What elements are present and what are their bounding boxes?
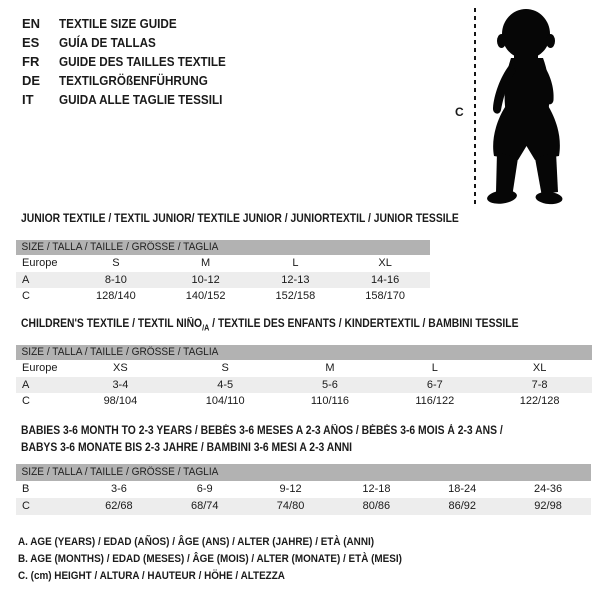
babies-table-title: BABIES 3-6 MONTH TO 2-3 YEARS / BEBÉS 3-6 MESES A 2-3 AÑOS / BÉBÉS 3-6 MOIS À 2-3 ANS / BABYS 3-6 MONATE BIS 2-3 JAHRE / BAMBINI 3-6 MESI A 2-3 ANNI [21,425,503,454]
table-row [16,360,592,377]
height-measure-label: C [455,105,464,119]
footnote-a: A. AGE (YEARS) / EDAD (AÑOS) / ÂGE (ANS) / ALTER (JAHRE) / ETÀ (ANNI) [18,536,375,548]
cell: XL [532,362,547,374]
cell: 152/158 [275,290,316,302]
size-header-bar [16,240,430,255]
cell: 3-6 [110,483,127,495]
cell: 110/116 [310,395,350,407]
row-label: A [16,272,71,288]
size-header-label: SIZE / TALLA / TAILLE / GRÖSSE / TAGLIA [21,466,219,478]
cell: 12-18 [362,483,391,495]
children-size-table [16,345,592,409]
cell: M [201,257,211,269]
language-code: IT [22,92,34,107]
language-title: GUIDA ALLE TAGLIE TESSILI [59,92,223,107]
footnote-b: B. AGE (MONTHS) / EDAD (MESES) / ÂGE (MOIS) / ALTER (MONATE) / ETÀ (MESI) [18,553,402,565]
baby-silhouette-icon [481,8,573,208]
cell: 104/110 [205,395,245,407]
language-row-en [22,14,244,33]
cell: 122/128 [519,395,560,407]
junior-table-title: JUNIOR TEXTILE / TEXTIL JUNIOR/ TEXTILE JUNIOR / JUNIORTEXTIL / JUNIOR TESSILE [21,213,459,225]
language-title: TEXTILE SIZE GUIDE [59,16,177,31]
row-label: B [22,483,30,495]
cell: L [431,362,438,374]
table-row [16,393,592,409]
row-label: Europe [22,362,58,374]
cell: 158/170 [365,290,405,302]
cell: L [292,257,299,269]
table-row [16,288,430,304]
junior-size-table [16,240,430,304]
cell: 10-12 [161,272,251,288]
language-title: GUIDE DES TAILLES TEXTILE [59,54,226,69]
cell: 92/98 [505,498,591,515]
size-header-bar [16,345,592,360]
cell: 86/92 [419,498,505,515]
cell: 140/152 [185,290,226,302]
table-row [16,377,592,393]
cell: 6-9 [196,483,213,495]
row-label: C [22,290,30,302]
language-code: DE [22,73,41,88]
language-title: GUÍA DE TALLAS [59,35,156,50]
language-code: FR [22,54,40,69]
footnotes [18,534,445,585]
language-header [22,14,244,109]
cell: M [325,362,335,374]
cell: 116/122 [415,395,455,407]
language-row-fr [22,52,244,71]
table-row [16,481,591,498]
cell: 24-36 [534,483,563,495]
row-label: Europe [22,257,58,269]
children-table-title: CHILDREN'S TEXTILE / TEXTIL $NIÑO_{/A}$ / TEXTILE DES ENFANTS / KINDERTEXTIL / BAMBINI TESSILE [21,318,519,333]
cell: 6-7 [382,377,487,393]
language-row-it [22,90,244,109]
cell: XL [378,257,392,269]
cell: S [221,362,229,374]
cell: 68/74 [162,498,248,515]
footnote-c: C. (cm) HEIGHT / ALTURA / HAUTEUR / HÖHE / ALTEZZA [18,570,285,582]
cell: 7-8 [487,377,592,393]
table-row [16,255,430,272]
cell: 3-4 [68,377,173,393]
table-row [16,498,591,515]
cell: 62/68 [76,498,162,515]
cell: 8-10 [71,272,161,288]
size-header-bar [16,464,591,481]
cell: 74/80 [248,498,334,515]
size-header-label: SIZE / TALLA / TAILLE / GRÖSSE / TAGLIA [21,346,219,358]
cell: 5-6 [278,377,383,393]
subscript: /A [202,323,210,333]
cell: 12-13 [251,272,341,288]
cell: 128/140 [95,290,136,302]
cell: XS [113,362,128,374]
cell: 80/86 [333,498,419,515]
cell: S [112,257,120,269]
row-label: C [22,395,30,407]
row-label: C [16,498,76,515]
language-code: EN [22,16,41,31]
cell: 98/104 [103,395,138,407]
language-row-es [22,33,244,52]
size-header-label: SIZE / TALLA / TAILLE / GRÖSSE / TAGLIA [21,241,219,253]
cell: 4-5 [173,377,278,393]
babies-size-table [16,464,591,515]
height-measure-line [474,8,476,206]
cell: 14-16 [340,272,430,288]
language-code: ES [22,35,40,50]
row-label: A [16,377,68,393]
cell: 9-12 [279,483,302,495]
cell: 18-24 [448,483,477,495]
language-title: TEXTILGRÖßENFÜHRUNG [59,73,208,88]
table-row [16,272,430,288]
language-row-de [22,71,244,90]
